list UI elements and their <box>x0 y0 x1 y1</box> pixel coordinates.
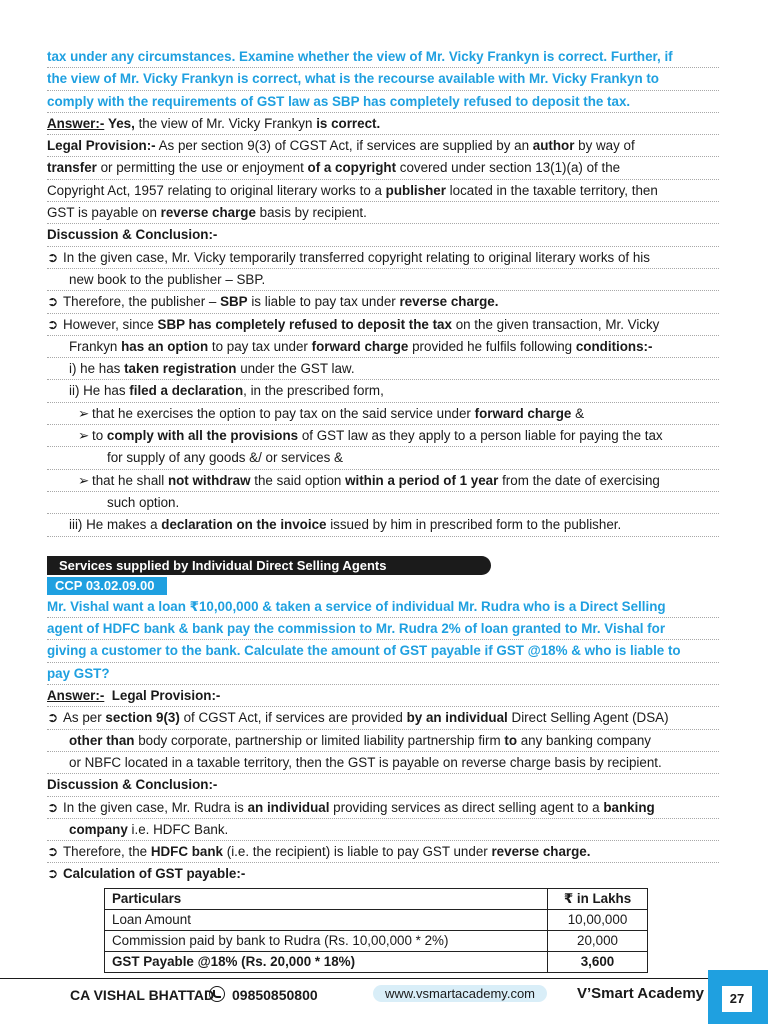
text: & <box>571 405 585 421</box>
text: Frankyn <box>69 338 122 354</box>
right-arrow-icon: ➲ <box>47 799 59 815</box>
text-bold: HDFC bank <box>150 844 224 860</box>
text-bold: reverse charge. <box>491 844 591 860</box>
text-bold: publisher <box>385 182 446 198</box>
text: is liable to pay tax under <box>247 294 400 310</box>
text: Copyright Act, 1957 relating to original literary works to a <box>47 182 386 198</box>
sub-condition-item <box>47 425 719 447</box>
text-bold: company <box>69 821 128 837</box>
right-arrow-icon: ➲ <box>47 866 59 882</box>
table-row <box>105 909 648 930</box>
text: body corporate, partnership or limited liability partnership firm <box>134 732 505 748</box>
triangle-arrow-icon: ➢ <box>78 405 90 421</box>
footer <box>0 984 768 1008</box>
text: that he exercises the option to pay tax on the said service under <box>92 405 475 421</box>
text: i) he has <box>69 361 125 377</box>
text: iii) He makes a <box>69 517 162 533</box>
bullet-continuation <box>47 819 719 841</box>
right-arrow-icon: ➲ <box>47 249 59 265</box>
question-line: pay GST? <box>47 663 719 685</box>
condition-item <box>47 514 719 536</box>
table-row <box>105 951 648 972</box>
author-name: CA VISHAL BHATTAD <box>70 987 215 1003</box>
text: In the given case, Mr. Vicky temporarily transferred copyright relating to original literary works of his <box>63 249 650 265</box>
sub-condition-item <box>47 470 719 492</box>
text: Direct Selling Agent (DSA) <box>507 710 669 726</box>
text: issued by him in prescribed form to the publisher. <box>326 517 622 533</box>
bullet-item <box>47 314 719 336</box>
bullet-continuation <box>47 730 719 752</box>
legal-provision-line <box>47 157 719 179</box>
question-line: agent of HDFC bank & bank pay the commission to Mr. Rudra 2% of loan granted to Mr. Vishal for <box>47 618 719 640</box>
right-arrow-icon: ➲ <box>47 710 59 726</box>
text: of CGST Act, if services are provided <box>179 710 407 726</box>
right-arrow-icon: ➲ <box>47 844 59 860</box>
discussion-heading: Discussion & Conclusion:- <box>47 224 719 246</box>
text-bold: of a copyright <box>307 160 397 176</box>
bullet-item <box>47 863 719 884</box>
text: Therefore, the <box>63 844 151 860</box>
ccp-tag-row <box>47 575 719 596</box>
text-bold: forward charge <box>474 405 572 421</box>
text-bold: an individual <box>247 799 330 815</box>
question-line: tax under any circumstances. Examine whether the view of Mr. Vicky Frankyn is correct. Further, if <box>47 46 719 68</box>
gst-calculation-table <box>104 888 648 973</box>
bullet-item <box>47 247 719 269</box>
legal-provision-label: Legal Provision:- <box>111 688 221 704</box>
bullet-item <box>47 291 719 313</box>
text: (i.e. the recipient) is liable to pay GST under <box>223 844 492 860</box>
text: provided he fulfils following <box>408 338 576 354</box>
answer-yes: Yes, <box>108 115 135 131</box>
question-line: Mr. Vishal want a loan ₹10,00,000 & taken a service of individual Mr. Rudra who is a Direct Selling <box>47 596 719 618</box>
text-bold: forward charge <box>311 338 409 354</box>
table-cell: 20,000 <box>548 930 648 951</box>
text: , in the prescribed form, <box>243 383 384 399</box>
website-link[interactable]: www.vsmartacademy.com <box>373 985 547 1002</box>
brand-name: V’Smart Academy <box>577 985 705 1002</box>
text: However, since <box>63 316 158 332</box>
text: providing services as direct selling agent to a <box>329 799 604 815</box>
triangle-arrow-icon: ➢ <box>78 428 90 444</box>
table-header-cell: Particulars <box>105 888 548 909</box>
ccp-tag: CCP 03.02.09.00 <box>47 577 167 595</box>
text-bold: has an option <box>121 338 209 354</box>
answer-label: Answer:- <box>47 115 105 131</box>
text-bold: banking <box>603 799 655 815</box>
whatsapp-icon <box>209 986 225 1002</box>
question-line: comply with the requirements of GST law as SBP has completely refused to deposit the tax. <box>47 91 719 113</box>
answer-line <box>47 685 719 707</box>
legal-provision-line <box>47 135 719 157</box>
footer-divider <box>0 978 708 979</box>
text-bold: to <box>504 732 517 748</box>
sub-condition-continuation: for supply of any goods &/ or services & <box>47 447 719 469</box>
text: by way of <box>574 138 635 154</box>
table-cell: GST Payable @18% (Rs. 20,000 * 18%) <box>105 951 548 972</box>
text-bold: taken registration <box>124 361 237 377</box>
table-row <box>105 930 648 951</box>
text-bold: transfer <box>47 160 97 176</box>
legal-provision-label: Legal Provision:- <box>47 138 156 154</box>
condition-item <box>47 358 719 380</box>
answer-label: Answer:- <box>47 688 105 704</box>
text: of GST law as they apply to a person liable for paying the tax <box>298 428 663 444</box>
text: or permitting the use or enjoyment <box>96 160 308 176</box>
text-bold: conditions:- <box>575 338 653 354</box>
answer-text: the view of Mr. Vicky Frankyn <box>134 115 317 131</box>
bullet-continuation: new book to the publisher – SBP. <box>47 269 719 291</box>
triangle-arrow-icon: ➢ <box>78 472 90 488</box>
text-bold: author <box>532 138 575 154</box>
table-cell: Commission paid by bank to Rudra (Rs. 10,00,000 * 2%) <box>105 930 548 951</box>
text-bold: reverse charge. <box>399 294 499 310</box>
sub-condition-continuation: such option. <box>47 492 719 514</box>
text-bold: within a period of 1 year <box>345 472 499 488</box>
spacer <box>47 537 719 556</box>
right-arrow-icon: ➲ <box>47 294 59 310</box>
content-area <box>47 46 719 973</box>
legal-provision-line <box>47 180 719 202</box>
text-bold: SBP <box>220 294 248 310</box>
condition-item <box>47 380 719 402</box>
section-heading-bar: Services supplied by Individual Direct Selling Agents <box>47 556 491 575</box>
table-cell: 10,00,000 <box>548 909 648 930</box>
text-bold: reverse charge <box>160 205 256 221</box>
question-line: the view of Mr. Vicky Frankyn is correct, what is the recourse available with Mr. Vicky Frankyn to <box>47 68 719 90</box>
text-bold: declaration on the invoice <box>161 517 327 533</box>
phone-number: 09850850800 <box>232 987 318 1003</box>
text-bold: other than <box>69 732 135 748</box>
text-bold: section 9(3) <box>105 710 180 726</box>
question-line: giving a customer to the bank. Calculate the amount of GST payable if GST @18% & who is liable to <box>47 640 719 662</box>
table-cell: 3,600 <box>548 951 648 972</box>
text: As per <box>63 710 106 726</box>
text: from the date of exercising <box>498 472 660 488</box>
bullet-item <box>47 797 719 819</box>
answer-correct: is correct. <box>316 115 381 131</box>
answer-line <box>47 113 719 135</box>
text: to pay tax under <box>208 338 312 354</box>
text: covered under section 13(1)(a) of the <box>396 160 621 176</box>
text-bold: filed a declaration <box>129 383 244 399</box>
page-number-badge <box>708 970 768 1024</box>
discussion-heading: Discussion & Conclusion:- <box>47 774 719 796</box>
text-bold: comply with all the provisions <box>106 428 299 444</box>
text: that he shall <box>92 472 168 488</box>
text: any banking company <box>517 732 651 748</box>
text: to <box>92 428 107 444</box>
sub-condition-item <box>47 403 719 425</box>
text: the said option <box>250 472 346 488</box>
page-number: 27 <box>722 986 752 1012</box>
bullet-continuation <box>47 336 719 358</box>
text: located in the taxable territory, then <box>445 182 658 198</box>
text: basis by recipient. <box>255 205 367 221</box>
legal-provision-line <box>47 202 719 224</box>
text: In the given case, Mr. Rudra is <box>63 799 248 815</box>
text: on the given transaction, Mr. Vicky <box>451 316 660 332</box>
text-bold: not withdraw <box>167 472 251 488</box>
right-arrow-icon: ➲ <box>47 316 59 332</box>
text: As per section 9(3) of CGST Act, if services are supplied by an <box>155 138 533 154</box>
table-cell: Loan Amount <box>105 909 548 930</box>
text: GST is payable on <box>47 205 161 221</box>
text-bold: by an individual <box>406 710 508 726</box>
text: i.e. HDFC Bank. <box>127 821 229 837</box>
bullet-continuation: or NBFC located in a taxable territory, then the GST is payable on reverse charge basis by recipient. <box>47 752 719 774</box>
text: ii) He has <box>69 383 130 399</box>
text-bold: SBP has completely refused to deposit the tax <box>157 316 452 332</box>
text: Therefore, the publisher – <box>63 294 221 310</box>
bullet-item <box>47 841 719 863</box>
calculation-heading: Calculation of GST payable:- <box>63 866 246 882</box>
text: under the GST law. <box>236 361 355 377</box>
bullet-item <box>47 707 719 729</box>
table-header-row <box>105 888 648 909</box>
table-header-cell: ₹ in Lakhs <box>548 888 648 909</box>
